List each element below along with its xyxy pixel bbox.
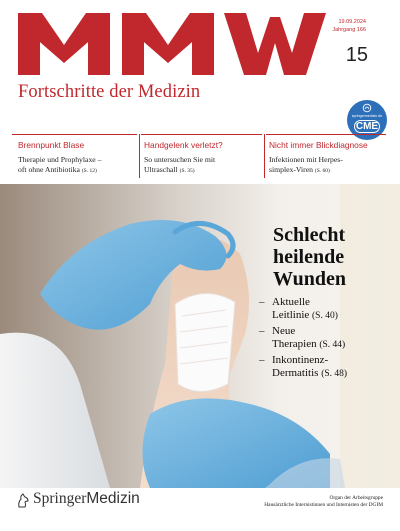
issue-date: 19.09.2024 [338, 19, 366, 25]
teaser-3-line2: simplex-Viren [269, 165, 313, 174]
cover-photo [0, 184, 400, 488]
cover-bullet [259, 354, 347, 380]
teaser-2-line1: So untersuchen Sie mit [144, 155, 216, 164]
cover-bullet-1-line1: Aktuelle [272, 296, 310, 308]
teaser-3-body [269, 155, 343, 176]
cover-bullet [259, 325, 347, 351]
teaser-1-ref: (S. 12) [81, 168, 97, 174]
teaser-2-line2: Ultraschall [144, 165, 178, 174]
cme-badge-label: CME [355, 121, 379, 132]
teaser-2-head: Handgelenk verletzt? [144, 140, 223, 150]
organ-note-line2: Hausärztliche Internistinnen und Internisten der DGIM [264, 502, 383, 509]
teaser-1-body [18, 155, 101, 176]
teaser-divider [139, 134, 140, 178]
teaser-rule [141, 134, 262, 135]
cover-bullet-2-line1: Neue [272, 325, 296, 338]
cover-bullet-2-ref: (S. 44) [319, 339, 346, 350]
cover-bullet [259, 296, 347, 322]
teaser-rule [12, 134, 137, 135]
teaser-3-head: Nicht immer Blickdiagnose [269, 140, 368, 150]
cover-headline-line2: heilende [273, 246, 345, 268]
organ-note [264, 495, 383, 510]
brand-springer: Springer [33, 490, 87, 507]
bullet-dash: – [259, 296, 265, 308]
teaser-rule [266, 134, 386, 135]
cover-headline-line1: Schlecht [273, 224, 346, 246]
journal-subtitle: Fortschritte der Medizin [18, 82, 201, 102]
teaser-2-ref: (S. 35) [179, 168, 195, 174]
issue-meta [332, 18, 366, 34]
teaser-1-head: Brennpunkt Blase [18, 140, 85, 150]
cover-bullet-3-ref: (S. 48) [321, 368, 348, 379]
cover-bullet-3-line2: Dermatitis [272, 366, 319, 379]
cover-bullet-1-ref: (S. 40) [312, 310, 338, 321]
cover-bullet-3-line1: Inkontinenz- [272, 354, 329, 367]
bullet-dash: – [259, 354, 265, 367]
cover-bullet-2-line2: Therapien [272, 337, 317, 350]
teaser-1-line2: oft ohne Antibiotika [18, 165, 80, 174]
cover-headline-line3: Wunden [273, 268, 347, 290]
teaser-3-ref: (S. 60) [314, 168, 330, 174]
organ-note-line1: Organ der Arbeitsgruppe [329, 495, 383, 501]
springer-horse-icon [16, 493, 30, 509]
cme-logo-icon [362, 103, 372, 113]
publisher-brand [33, 490, 140, 508]
bullet-dash: – [259, 325, 265, 338]
cover-headline [273, 224, 346, 290]
cover-bullet-list [259, 296, 347, 381]
teaser-1-line1: Therapie und Prophylaxe – [18, 155, 102, 164]
teaser-2-body [144, 155, 215, 176]
teaser-3-line1: Infektionen mit Herpes- [269, 155, 343, 164]
teaser-divider [264, 134, 265, 178]
mmw-logo [18, 13, 326, 75]
brand-medizin: Medizin [86, 490, 140, 507]
issue-volume: Jahrgang 166 [332, 27, 366, 33]
cme-badge-source: springermedizin.de [351, 114, 383, 118]
issue-number: 15 [345, 44, 368, 66]
cover-bullet-1-line2: Leitlinie [272, 308, 310, 321]
